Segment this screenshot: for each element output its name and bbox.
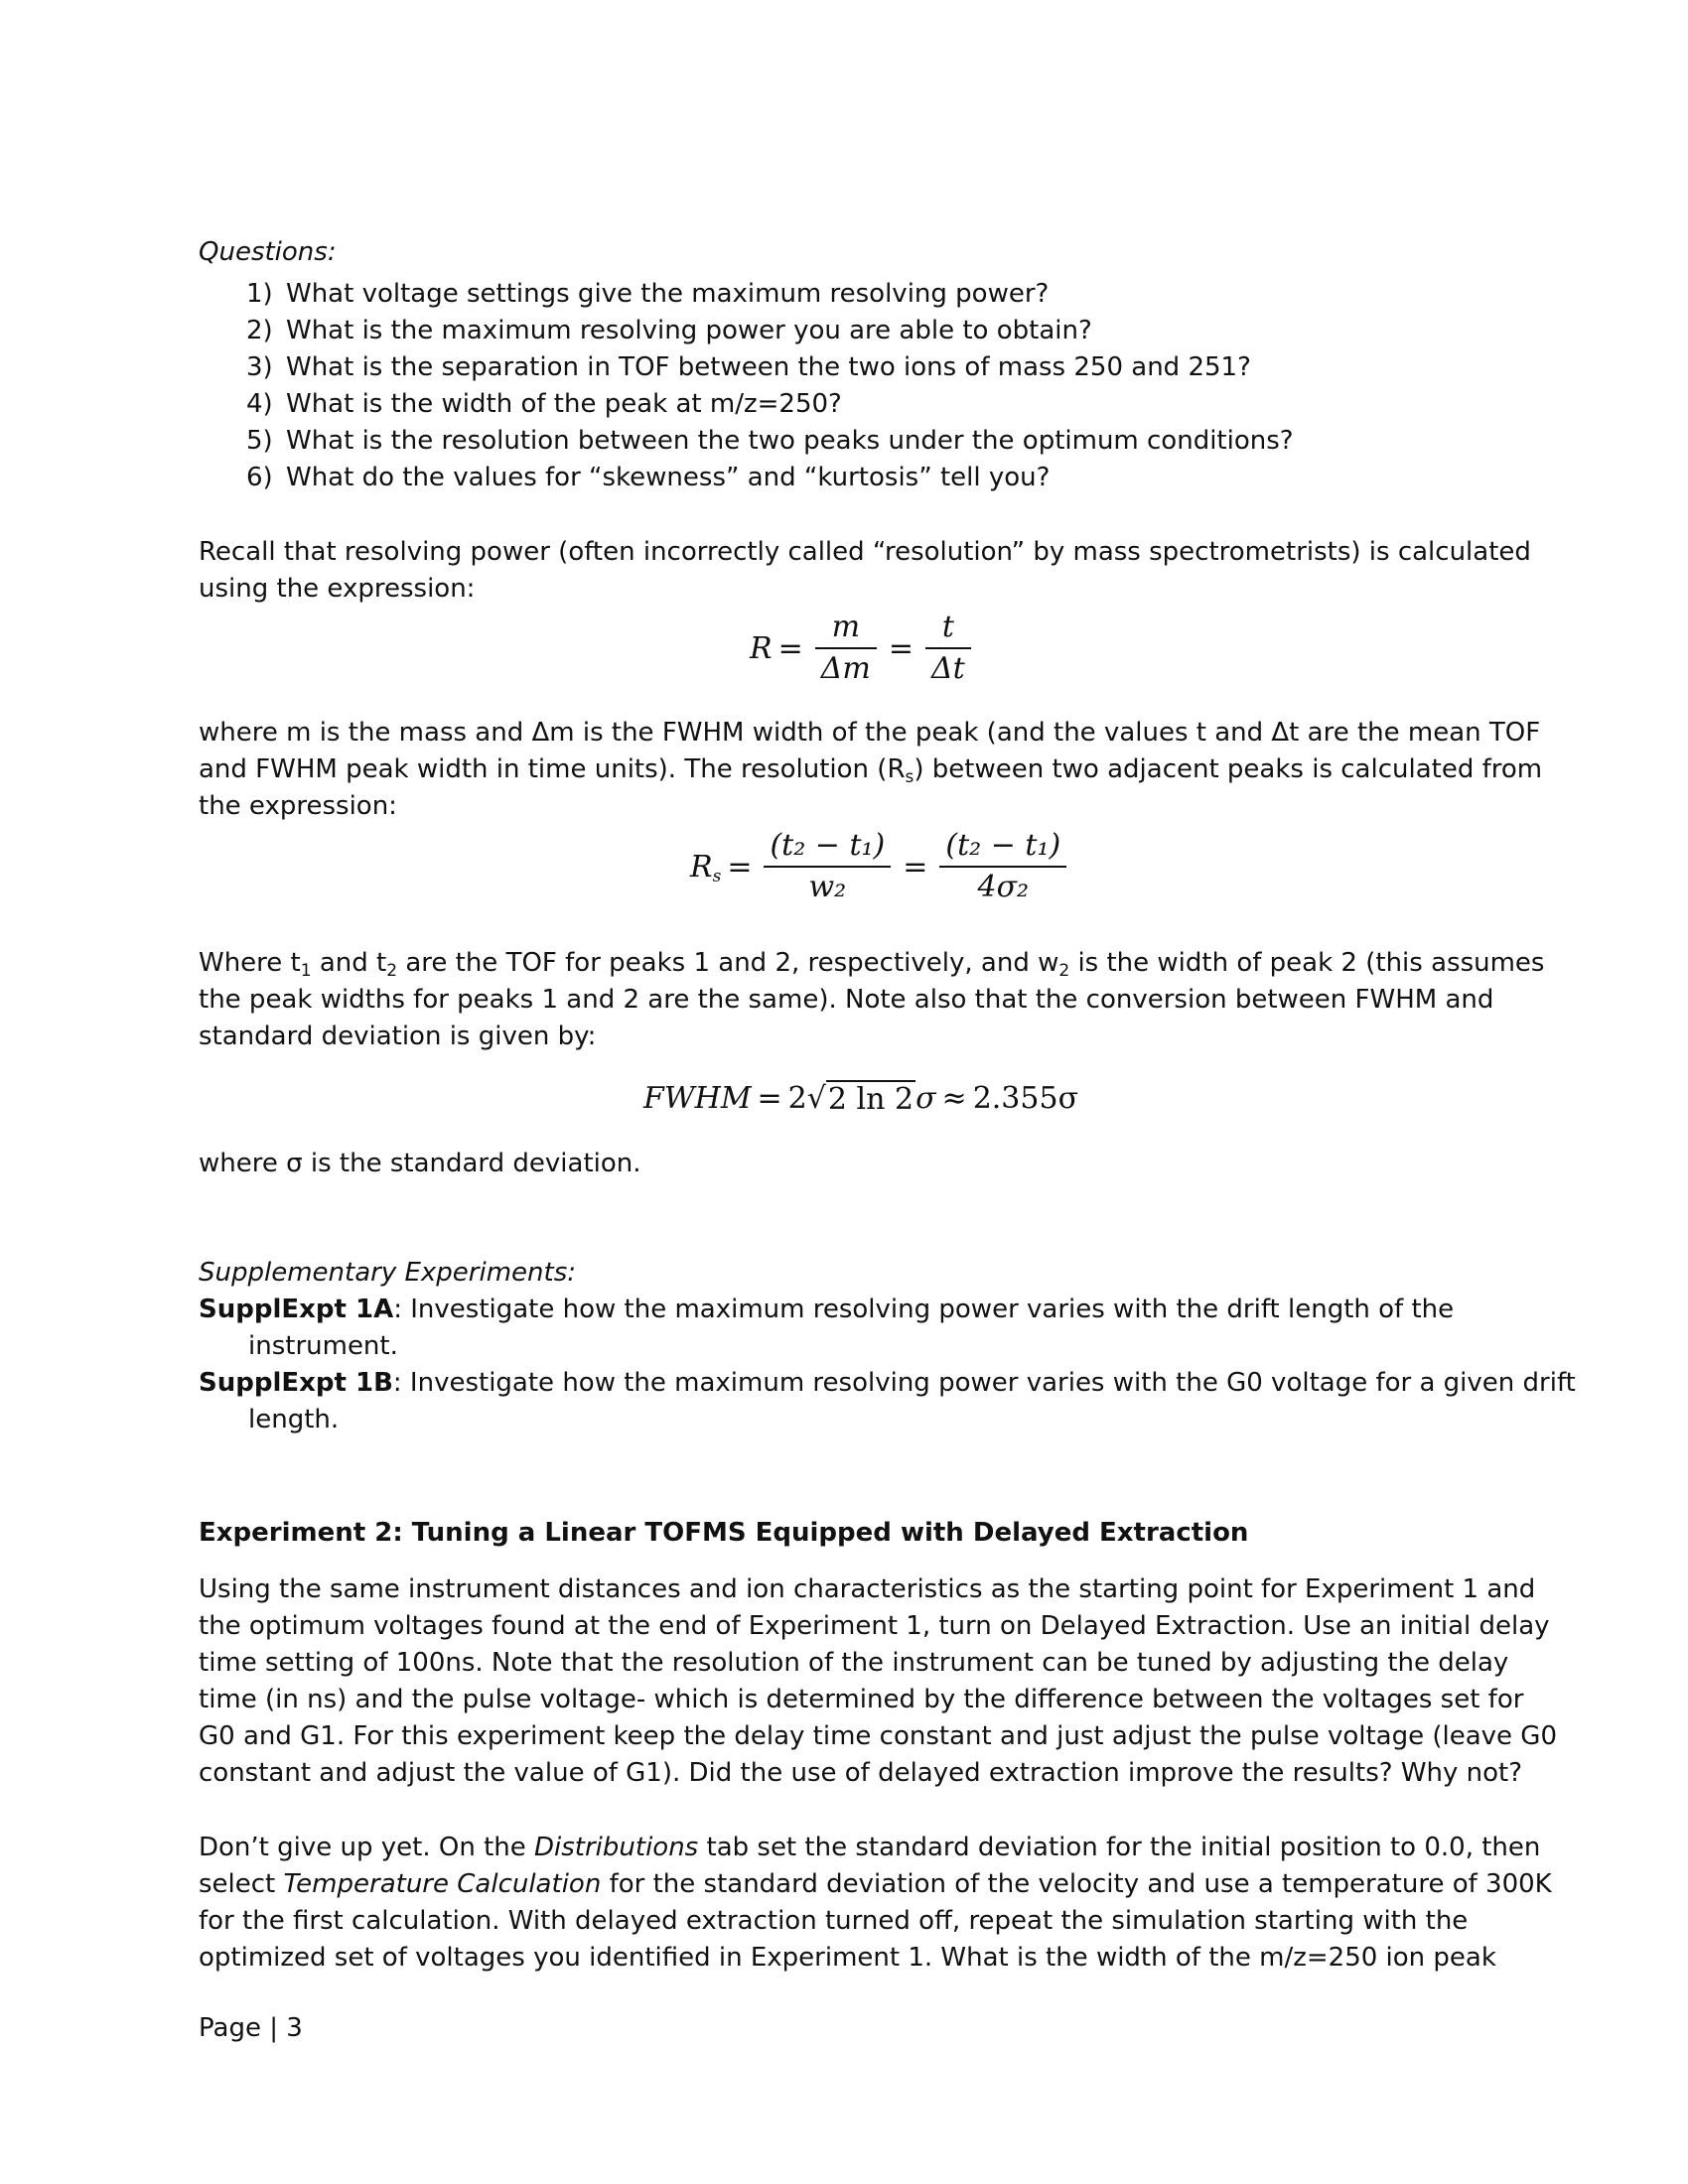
- question-4: 4) What is the width of the peak at m/z=250?: [246, 389, 842, 419]
- supp-heading: Supplementary Experiments:: [199, 1258, 577, 1288]
- exp2-p1-line-6: constant and adjust the value of G1). Did the use of delayed extraction improve the results? Why not?: [199, 1758, 1523, 1788]
- exp2-p1-line-2: the optimum voltages found at the end of Experiment 1, turn on Delayed Extraction. Use an initial delay: [199, 1611, 1550, 1641]
- where2-line-2: the peak widths for peaks 1 and 2 are the same). Note also that the conversion between FWHM and: [199, 985, 1494, 1015]
- recall-line-2: using the expression:: [199, 574, 476, 604]
- where2-line-1: Where $t_1$ and $t_2$ are the TOF for peaks 1 and 2, respectively, and $w_2$ is the width of peak 2 (this assumes: [199, 948, 1545, 981]
- suppl-1a-line-1: SupplExpt 1A: Investigate how the maximum resolving power varies with the drift length of the: [199, 1295, 1455, 1324]
- question-6: 6) What do the values for “skewness” and “kurtosis” tell you?: [246, 463, 1051, 492]
- suppl-1a-line-2: instrument.: [248, 1331, 398, 1361]
- where-line-1: where m is the mass and Δm is the FWHM width of the peak (and the values t and Δt are the mean TOF: [199, 718, 1541, 748]
- where-line-3: the expression:: [199, 791, 397, 821]
- question-3: 3) What is the separation in TOF between the two ions of mass 250 and 251?: [246, 352, 1251, 382]
- eq2-frac-sigma: $\frac{\text{(t₂ − t₁)}}{\text{4σ₂}}$: [939, 826, 1066, 907]
- experiment-2-heading: Experiment 2: Tuning a Linear TOFMS Equipped with Delayed Extraction: [199, 1518, 1249, 1548]
- exp2-p1-line-1: Using the same instrument distances and ion characteristics as the starting point for Experiment 1 and: [199, 1574, 1536, 1604]
- equation-fwhm: FWHM = 2 √ 2 ln 2 σ ≈ 2.355σ: [643, 1081, 1079, 1117]
- where3-line: where σ is the standard deviation.: [199, 1149, 641, 1178]
- eq1-lhs: R: [750, 630, 773, 666]
- exp2-p2-line-4: optimized set of voltages you identified in Experiment 1. What is the width of the m/z=250 ion peak: [199, 1943, 1496, 1973]
- suppl-1b-line-1: SupplExpt 1B: Investigate how the maximum resolving power varies with the G0 voltage for a given drift: [199, 1368, 1576, 1398]
- exp2-p1-line-5: G0 and G1. For this experiment keep the delay time constant and just adjust the pulse voltage (leave G0: [199, 1721, 1557, 1751]
- page-footer: Page | 3: [199, 2013, 303, 2043]
- eq3-lhs: FWHM: [643, 1081, 752, 1116]
- exp2-p2-line-2: select Temperature Calculation for the standard deviation of the velocity and use a temperature of 300K: [199, 1869, 1552, 1899]
- suppl-1b-line-2: length.: [248, 1405, 340, 1434]
- exp2-p2-line-1: Don’t give up yet. On the Distributions tab set the standard deviation for the initial position to 0.0, then: [199, 1833, 1541, 1862]
- question-1: 1) What voltage settings give the maximum resolving power?: [246, 279, 1050, 309]
- exp2-p1-line-4: time (in ns) and the pulse voltage- which is determined by the difference between the voltages set for: [199, 1685, 1524, 1714]
- exp2-p1-line-3: time setting of 100ns. Note that the resolution of the instrument can be tuned by adjusting the delay: [199, 1648, 1509, 1678]
- eq1-frac-mass: $\frac{m}{\Delta m}$: [815, 608, 877, 689]
- eq3-rhs: 2.355σ: [972, 1081, 1079, 1116]
- where-line-2: and FWHM peak width in time units). The resolution $(R_s)$ between two adjacent peaks is calculated from: [199, 754, 1543, 787]
- equation-resolving-power: R = $\frac{m}{\Delta m}$ = $\frac{t}{\Delta t}$: [750, 608, 977, 689]
- questions-heading: Questions:: [199, 237, 337, 267]
- recall-line-1: Recall that resolving power (often incorrectly called “resolution” by mass spectrometrists) is calculated: [199, 537, 1531, 567]
- where2-line-3: standard deviation is given by:: [199, 1022, 597, 1051]
- sqrt-radical-icon: √: [806, 1081, 826, 1116]
- question-5: 5) What is the resolution between the two peaks under the optimum conditions?: [246, 426, 1294, 456]
- exp2-p2-line-3: for the first calculation. With delayed extraction turned off, repeat the simulation starting with the: [199, 1906, 1469, 1936]
- equation-resolution: $R_s$ = $\frac{\text{(t₂ − t₁)}}{\text{w₂}}$ = $\frac{\text{(t₂ − t₁)}}{\text{4σ₂}}$: [690, 826, 1072, 907]
- eq2-lhs: $R_s$: [690, 849, 722, 887]
- eq2-frac-width: $\frac{\text{(t₂ − t₁)}}{\text{w₂}}$: [764, 826, 891, 907]
- eq3-radicand: 2 ln 2: [827, 1082, 914, 1117]
- eq1-frac-time: $\frac{t}{\Delta t}$: [925, 608, 971, 689]
- question-2: 2) What is the maximum resolving power you are able to obtain?: [246, 316, 1092, 345]
